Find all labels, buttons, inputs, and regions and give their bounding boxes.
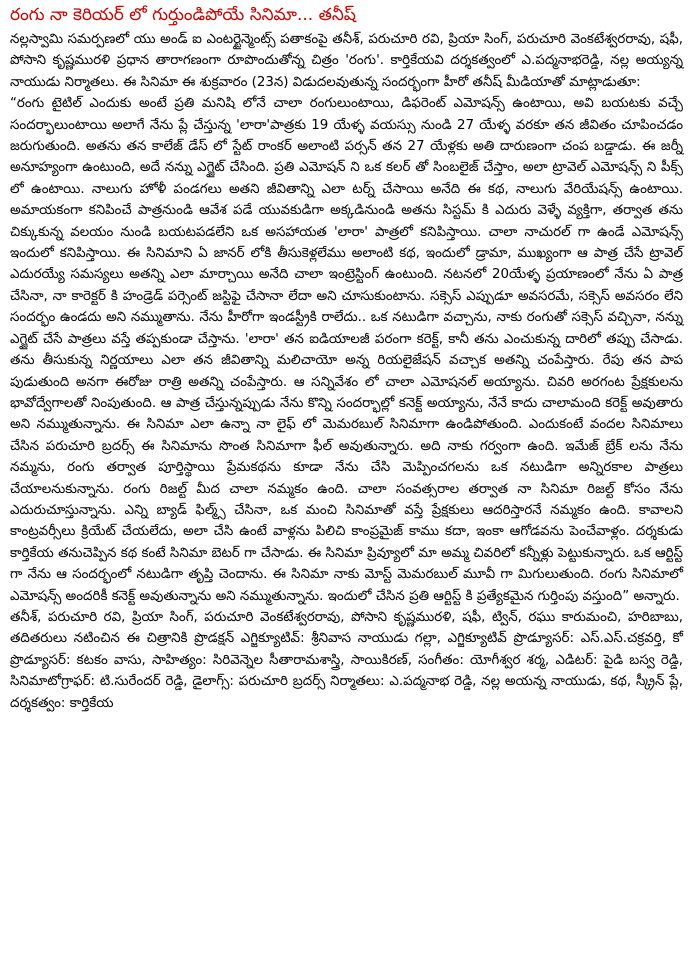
article-page <box>10 0 683 714</box>
article-body <box>10 29 683 714</box>
article-headline: రంగు నా కెరియర్ లో గుర్తుండిపోయే సినిమా... తనీష్ <box>10 5 356 25</box>
article-paragraph-quote: “రంగు టైటిల్ ఎందుకు అంటే ప్రతి మనిషి లోనే చాలా రంగులుంటాయి, డిఫరెంట్ ఎమోషన్స్ ఉంటాయి, అవి బయటకు వచ్చే సందర్భాలుంటాయి అలాగే నేను ప్లే చేస్తున్న 'లారా'పాత్రకు 19 యేళ్ళ వయస్సు నుండి 27 యేళ్ళ వరకూ తన జీవితం చూపించడం జరుగుతుంది. అతను తన కాలేజ్ డేస్ లో స్టేట్ రాంకర్ అలాంటి పర్సన్ తన 27 యేళ్లకు అతి దారుణంగా చంప బడ్డాడు. ఈ జర్నీ అనూహ్యంగా ఉంటుంది, అదే నన్ను ఎగ్జైట్ చేసింది. ప్రతి ఎమోషన్ ని ఒక కలర్ తో సింబలైజ్ చేస్తాం, అలా ట్రావెల్ ఎమోషన్స్ ని పీక్స్ లో ఉంటాయి. నాలుగు హోళీ పండగలు అతని జీవితాన్ని ఎలా టర్న్ చేసాయి అనేది ఈ కథ, నాలుగు వేరియేషన్స్ ఉంటాయి. అమాయకంగా కనిపించే పాత్రనుండి ఆవేశ పడే యువకుడిగా అక్కడినుండి అతను సిస్టమ్ కి ఎదురు వెళ్ళే వ్యక్తిగా, తర్వాత తను చిక్కుకున్న వలయం నుండి బయటపడలేని ఒక అసహాయత 'లారా' పాత్రలో కనిపిస్తాయి. చాలా నాచురల్ గా ఉండే ఎమోషన్స్ ఇందులో కనిపిస్తాయి. ఈ సినిమాని ఏ జానర్ లోకి తీసుకెళ్లలేము అలాంటి కథ, ఇందులో డ్రామా, ముఖ్యంగా ఆ పాత్ర చేసే ట్రావెల్ ఎదురయ్యే సమస్యలు అతన్ని ఎలా మార్చాయి అనేది చాలా ఇంట్రెస్టింగ్ ఉంటుంది. నటనలో 20యేళ్ళ ప్రయాణంలో నేను ఏ పాత్ర చేసినా, నా కారెక్టర్ కి హండ్రెడ్ పర్సెంట్ జస్టిఫై చేసానా లేదా అని చూసుకుంటాను. సక్సెస్ ఎప్పుడూ అవసరమే, సక్సెస్ అవసరం లేని సందర్భం ఉండదు అని నమ్ముతాను. నేను హీరోగా ఇండస్ట్రీకి రాలేదు.. ఒక నటుడిగా వచ్చాను, నాకు రంగుతో సక్సెస్ వచ్చినా, నన్ను ఎగ్జైట్ చేసే పాత్రలు వస్తే తప్పకుండా చేస్తాను. 'లారా' తన ఐడియాలజీ పరంగా కరెక్ట్, కానీ తను ఎంచుకున్న దారిలో తప్పు చేసాడు. తను తీసుకున్న నిర్ణయాలు ఎలా తన జీవితాన్ని మలిచాయో అన్న రియలైజేషన్ వచ్చాక అతన్ని చంపేస్తారు. రేపు తన పాప పుడుతుంది అనగా ఈరోజు రాత్రి అతన్ని చంపేస్తారు. ఆ సన్నివేశం లో చాలా ఎమోషనల్ అయ్యాను. చివరి అరగంట ప్రేక్షకులను భావోద్వేగాలతో నింపుతుంది. ఆ పాత్ర చేస్తున్నప్పుడు నేను కొన్ని సందర్భాల్లో కనెక్ట్ అయ్యాను, నేనే కాదు చాలామంది కరెక్ట్ అవుతారు అని నమ్ముతున్నాను. ఈ సినిమా ఎలా ఉన్నా నా లైఫ్ లో మెమరబుల్ సినిమాగా ఉండిపోతుంది. ఎందుకంటే వందల సినిమాలు చేసిన పరుచూరి బ్రదర్స్ ఈ సినిమాను సొంత సినిమాగా ఫీల్ అవుతున్నారు. అది నాకు గర్వంగా ఉంది. ఇమేజ్ బ్రేక్ లను నేను నమ్మను, రంగు తర్వాత పూర్తిస్థాయి ప్రేమకథను కూడా నేను చేసి మెప్పించగలను ఒక నటుడిగా అన్నిరకాల పాత్రలు చేయాలనుకున్నాను. రంగు రిజల్ట్ మీద చాలా నమ్మకం ఉంది. చాలా సంవత్సరాల తర్వాత నా సినిమా రిజల్ట్ కోసం నేను ఎదురుచూస్తున్నాను. ఎన్ని బ్యాడ్ ఫిల్మ్స్ చేసినా, ఒక మంచి సినిమాతో వస్తే ప్రేక్షకులు ఆదరిస్తారనే నమ్మకం ఉంది. కావాలని కాంట్రవర్సీలు క్రియేట్ చేయలేదు, అలా చేసి ఉంటే వాళ్లను పిలిచి కాంప్రమైజ్ కాము కదా, ఇంకా ఆగోడవను పెంచేవాళ్లం. దర్శకుడు కార్తికేయ తనుచెప్పిన కథ కంటే సినిమా బెటర్ గా చేసాడు. ఈ సినిమా ప్రివ్యూలో మా అమ్మ చివరిలో కన్నీళ్లు పెట్టుకున్నారు. ఒక ఆర్టిస్ట్ గా నేను ఆ సందర్భంలో నటుడిగా తృప్తి చెందాను. ఈ సినిమా నాకు మోస్ట్ మెమరబుల్ మూవీ గా మిగులుతుంది. రంగు సినిమాలో ఎమోషన్స్ అందరికీ కనెక్ట్ అవుతున్నాను అని నమ్ముతున్నాను. ఇందులో చేసిన ప్రతి ఆర్టిస్ట్ కి ప్రత్యేకమైన గుర్తింపు వస్తుంది” అన్నారు. <box>10 96 683 604</box>
article-paragraph-credits: తనీశ్, పరుచూరి రవి, ప్రియా సింగ్, పరుచూరి వెంకటేశ్వరరావు, పోసాని కృష్ణమురళి, షఫీ, ట్విన్, రఘు కారుమంచి, హరిబాబు, తదితరులు నటించిన ఈ చిత్రానికి ప్రొడక్షన్ ఎగ్జిక్యూటివ్: శ్రీనివాస నాయుడు గల్లా, ఎగ్జిక్యూటివ్ ప్రొడ్యూసర్: ఎస్.ఎస్.చక్రవర్తి, కో ప్రొడ్యూసర్: కటకం వాసు, సాహిత్యం: సిరివెన్నెల సీతారామశాస్త్రి, సాయికిరణ్, సంగీతం: యోగీశ్వర శర్మ, ఎడిటర్: పైడి బస్వ రెడ్డి, సినిమాటోగ్రాఫర్: టి.సురేందర్ రెడ్డి, డైలాగ్స్: పరుచూరి బ్రదర్స్ నిర్మాతలు: ఎ.పద్మనాభ రెడ్డి, నల్ల అయన్న నాయుడు, కథ, స్క్రీన్ ప్లే, దర్శకత్వం: కార్తికేయ <box>10 609 683 711</box>
article-paragraph-intro: నల్లస్వామి సమర్పణలో యు అండ్ ఐ ఎంటర్టైన్మెంట్స్ పతాకంపై తనీశ్, పరుచూరి రవి, ప్రియా సింగ్, పరుచూరి వెంకటేశ్వరరావు, షఫీ, పోసాని కృష్ణమురళి ప్రధాన తారాగణంగా రూపొందుతోన్న చిత్రం 'రంగు'. కార్తికేయవి దర్శకత్వంలో ఎ.పద్మనాభరెడ్డి, నల్ల అయ్యన్న నాయుడు నిర్మాతలు. ఈ సినిమా ఈ శుక్రవారం (23న) విడుదలవుతున్న సందర్భంగా హీరో తనీష్ మీడియాతో మాట్లాడుతూ: <box>10 32 683 90</box>
